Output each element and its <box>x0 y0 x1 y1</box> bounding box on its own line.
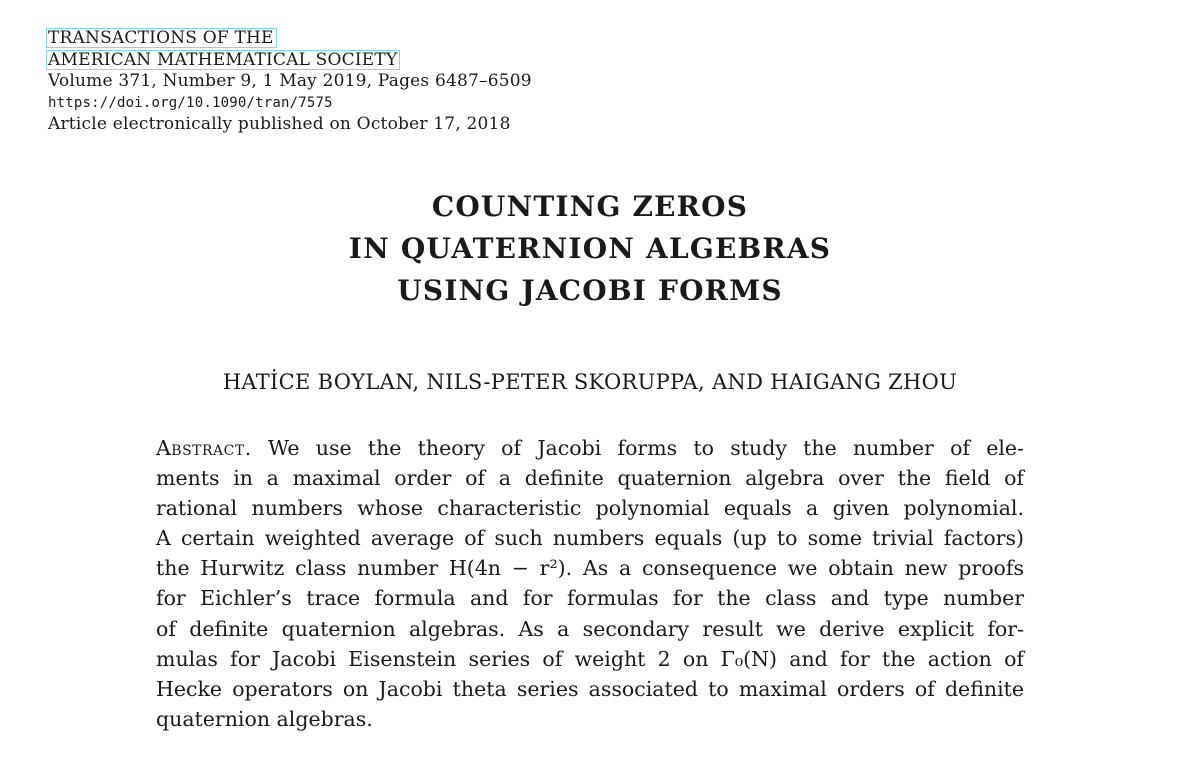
volume-info: Volume 371, Number 9, 1 May 2019, Pages 6487–6509 <box>48 71 532 91</box>
abstract-line-6: for Eichler’s trace formula and for formulas for the class and type number <box>156 586 1024 611</box>
abstract-label: Abstract. <box>156 436 252 460</box>
abstract-text-1: We use the theory of Jacobi forms to study the number of ele- <box>267 436 1024 460</box>
journal-name-link-line2[interactable]: AMERICAN MATHEMATICAL SOCIETY <box>46 50 400 70</box>
abstract-line-10: quaternion algebras. <box>156 706 373 731</box>
abstract-line-9: Hecke operators on Jacobi theta series associated to maximal orders of definite <box>156 676 1024 701</box>
paper-title <box>0 186 1180 312</box>
journal-name-link-line1[interactable]: TRANSACTIONS OF THE <box>46 28 277 48</box>
abstract <box>156 433 1024 734</box>
abstract-line-7: of definite quaternion algebras. As a secondary result we derive explicit for- <box>156 616 1024 641</box>
author-list: HATİCE BOYLAN, NILS-PETER SKORUPPA, AND HAIGANG ZHOU <box>222 370 958 394</box>
abstract-line-8: mulas for Jacobi Eisenstein series of weight 2 on Γ₀(N) and for the action of <box>156 646 1024 671</box>
doi-link[interactable]: https://doi.org/10.1090/tran/7575 <box>48 95 333 111</box>
abstract-line-1 <box>156 433 1024 463</box>
abstract-line-5: the Hurwitz class number H(4n − r²). As a consequence we obtain new proofs <box>156 556 1024 581</box>
abstract-line-4: A certain weighted average of such numbers equals (up to some trivial factors) <box>156 526 1024 551</box>
publication-date: Article electronically published on October 17, 2018 <box>48 114 511 134</box>
journal-header <box>48 28 532 135</box>
title-line-2: IN QUATERNION ALGEBRAS <box>348 232 832 265</box>
title-line-1: COUNTING ZEROS <box>431 190 749 223</box>
abstract-line-3: rational numbers whose characteristic polynomial equals a given polynomial. <box>156 496 1024 521</box>
title-line-3: USING JACOBI FORMS <box>397 274 783 307</box>
abstract-line-2: ments in a maximal order of a definite quaternion algebra over the field of <box>156 466 1024 491</box>
